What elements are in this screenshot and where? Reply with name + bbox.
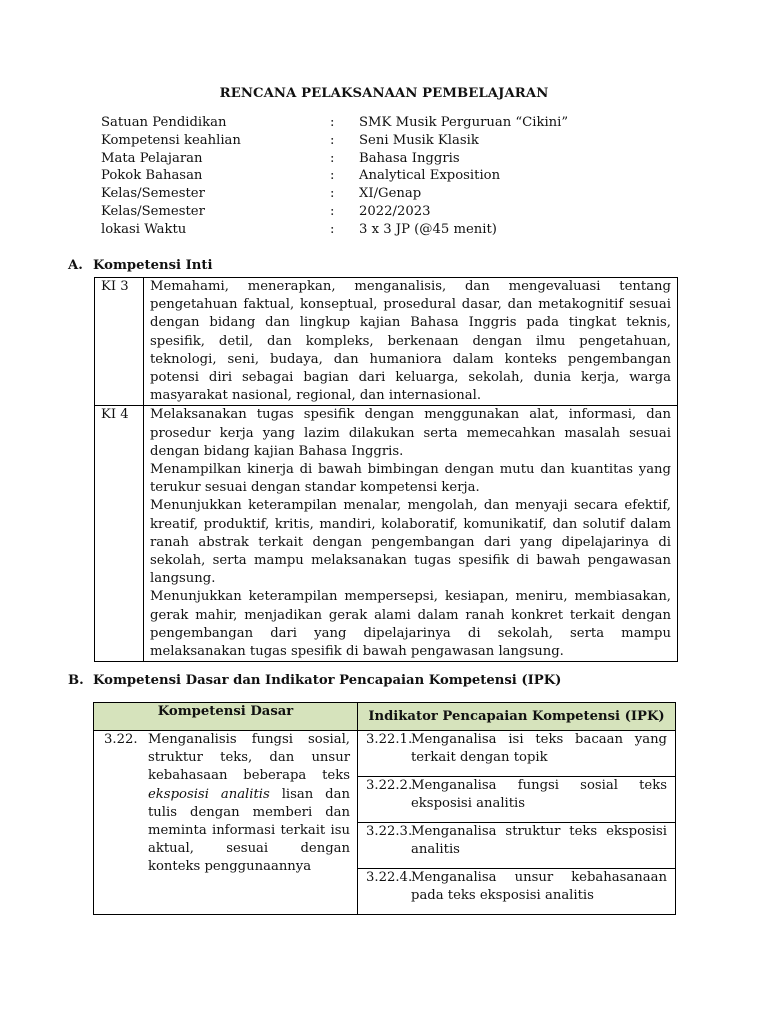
ipk-item <box>358 731 675 776</box>
ipk-number: 3.22.2. <box>366 778 413 793</box>
kompetensi-dasar-table <box>93 702 676 915</box>
meta-row <box>0 150 768 168</box>
ki-paragraph: Memahami, menerapkan, menganalisis, dan mengevaluasi tentang pengetahuan faktual, konseptual, prosedural dasar, dan metakognitif sesuai dengan bidang dan lingkup kajian Bahasa Inggris pada tingkat teknis, spesifik, detil, dan kompleks, berkenaan dengan ilmu pengetahuan, teknologi, seni, budaya, dan humaniora dalam konteks pengembangan potensi diri sebagai bagian dari keluarga, sekolah, dunia kerja, warga masyarakat nasional, regional, dan internasional. <box>150 279 671 404</box>
ipk-text: Menganalisa unsur kebahasanaan pada teks eksposisi analitis <box>411 870 667 904</box>
meta-value: SMK Musik Perguruan “Cikini” <box>359 115 569 130</box>
kd-text: lisan dan tulis dengan memberi dan meminta informasi terkait isu aktual, sesuai dengan konteks penggunaannya <box>148 786 350 875</box>
ipk-item <box>358 777 675 822</box>
column-header-ipk: Indikator Pencapaian Kompetensi (IPK) <box>358 703 676 731</box>
kompetensi-inti-table <box>94 277 678 662</box>
document-title: RENCANA PELAKSANAAN PEMBELAJARAN <box>219 86 549 101</box>
meta-row <box>0 167 768 185</box>
ki-code: KI 3 <box>95 278 144 406</box>
meta-colon: : <box>330 186 335 202</box>
ipk-text: Menganalisa fungsi sosial teks eksposisi analitis <box>411 778 667 812</box>
section-title: Kompetensi Dasar dan Indikator Pencapaian Kompetensi (IPK) <box>93 673 562 688</box>
ki-description <box>144 278 678 406</box>
section-number: A. <box>68 258 83 273</box>
table-row <box>94 731 676 777</box>
column-header-kd: Kompetensi Dasar <box>94 703 358 731</box>
meta-colon: : <box>330 168 335 184</box>
meta-label: Pokok Bahasan <box>101 168 203 184</box>
ki-description <box>144 406 678 662</box>
table-row <box>95 278 678 406</box>
ipk-number: 3.22.1. <box>366 732 413 747</box>
meta-row <box>0 114 768 132</box>
section-a-heading <box>68 258 213 273</box>
meta-value: 2022/2023 <box>359 203 431 219</box>
ipk-cell <box>358 823 676 869</box>
meta-row <box>0 185 768 203</box>
ipk-item <box>358 869 675 914</box>
identity-block <box>0 114 768 239</box>
table-header-row <box>94 703 676 731</box>
meta-colon: : <box>330 150 335 166</box>
section-number: B. <box>68 673 84 688</box>
kd-cell <box>94 731 358 915</box>
meta-colon: : <box>330 115 335 130</box>
meta-row <box>0 132 768 150</box>
meta-label: Kelas/Semester <box>101 203 205 219</box>
kd-number: 3.22. <box>104 732 138 747</box>
meta-colon: : <box>330 221 335 237</box>
section-b-heading <box>68 673 561 688</box>
section-title: Kompetensi Inti <box>93 258 213 273</box>
kd-text-italic: eksposisi analitis <box>148 786 270 802</box>
meta-label: Mata Pelajaran <box>101 150 203 166</box>
meta-label: Satuan Pendidikan <box>101 115 227 130</box>
ipk-cell <box>358 777 676 823</box>
meta-colon: : <box>330 203 335 219</box>
meta-value: XI/Genap <box>359 186 422 202</box>
ki-paragraph: Menunjukkan keterampilan menalar, mengolah, dan menyaji secara efektif, kreatif, produktif, kritis, mandiri, kolaboratif, komunikatif, dan solutif dalam ranah abstrak terkait dengan pengembangan dari yang dipelajarinya di sekolah, serta mampu melaksanakan tugas spesifik di bawah pengawasan langsung. <box>150 498 671 587</box>
ki-paragraph: Melaksanakan tugas spesifik dengan menggunakan alat, informasi, dan prosedur kerja yang lazim dilakukan serta memecahkan masalah sesuai dengan bidang kajian Bahasa Inggris. <box>150 407 671 459</box>
kd-text: Menganalisis fungsi sosial, struktur teks, dan unsur kebahasaan beberapa teks <box>148 732 350 784</box>
ki-paragraph: Menunjukkan keterampilan mempersepsi, kesiapan, meniru, membiasakan, gerak mahir, menjadikan gerak alami dalam ranah konkret terkait dengan pengembangan dari yang dipelajarinya di sekolah, serta mampu melaksanakan tugas spesifik di bawah pengawasan langsung. <box>150 589 671 660</box>
meta-value: Bahasa Inggris <box>359 150 460 166</box>
ipk-text: Menganalisa isi teks bacaan yang terkait dengan topik <box>411 732 667 766</box>
meta-row <box>0 221 768 239</box>
ipk-item <box>358 823 675 868</box>
table-row <box>95 406 678 662</box>
ipk-number: 3.22.3. <box>366 824 413 839</box>
ki-code: KI 4 <box>95 406 144 662</box>
ki-paragraph: Menampilkan kinerja di bawah bimbingan dengan mutu dan kuantitas yang terukur sesuai dengan standar kompetensi kerja. <box>150 462 671 496</box>
meta-value: Seni Musik Klasik <box>359 132 479 148</box>
meta-colon: : <box>330 132 335 148</box>
meta-label: lokasi Waktu <box>101 221 187 237</box>
meta-label: Kompetensi keahlian <box>101 132 241 148</box>
ipk-cell <box>358 731 676 777</box>
kd-content <box>94 731 357 881</box>
meta-value: 3 x 3 JP (@45 menit) <box>359 221 497 237</box>
meta-label: Kelas/Semester <box>101 186 205 202</box>
ipk-cell <box>358 869 676 915</box>
ipk-text: Menganalisa struktur teks eksposisi analitis <box>411 824 667 858</box>
ipk-number: 3.22.4. <box>366 870 413 885</box>
meta-row <box>0 203 768 221</box>
meta-value: Analytical Exposition <box>359 168 501 184</box>
